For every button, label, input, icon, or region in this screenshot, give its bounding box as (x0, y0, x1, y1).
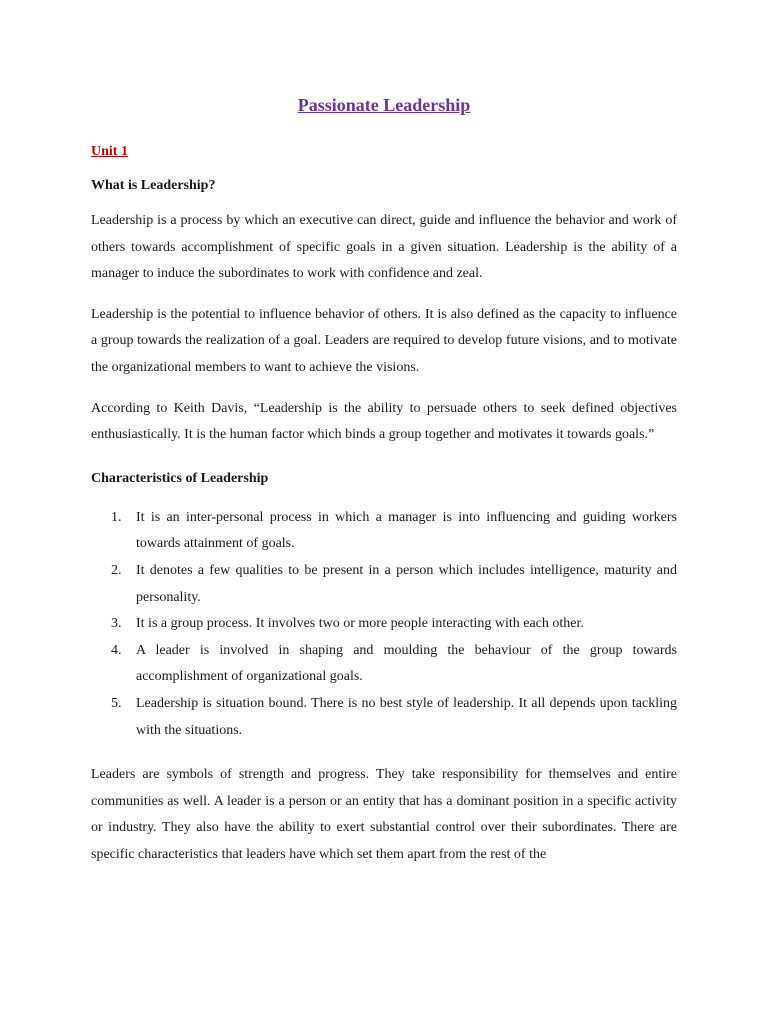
list-item-text: It denotes a few qualities to be present in a person which includes intelligence, maturity and personality. (136, 562, 677, 605)
list-item (91, 611, 677, 638)
paragraph: According to Keith Davis, “Leadership is the ability to persuade others to seek defined objectives enthusiastically. It is the human factor which binds a group together and motivates it towards goals.” (91, 400, 677, 443)
list-item (91, 638, 677, 691)
list-item (91, 691, 677, 744)
document-title: Passionate Leadership (297, 95, 471, 115)
paragraph: Leadership is the potential to influence behavior of others. It is also defined as the capacity to influence a group towards the realization of a goal. Leaders are required to develop future visions, and to motivate the organizational members to want to achieve the visions. (91, 306, 677, 375)
unit-label: Unit 1 (91, 144, 128, 159)
section-heading-characteristics: Characteristics of Leadership (91, 470, 269, 486)
section-heading-what-is-leadership: What is Leadership? (91, 178, 216, 193)
list-number: 1. (111, 509, 122, 525)
paragraph: Leadership is a process by which an executive can direct, guide and influence the behavior and work of others towards accomplishment of specific goals in a given situation. Leadership is the ability of a manager to induce the subordinates to work with confidence and zeal. (91, 213, 677, 282)
characteristics-list (91, 505, 677, 744)
closing-paragraph: Leaders are symbols of strength and progress. They take responsibility for themselves and entire communities as well. A leader is a person or an entity that has a dominant position in a specific activity or industry. They also have the ability to exert substantial control over their subordinates. There are specific characteristics that leaders have which set them apart from the rest of the (91, 767, 677, 862)
list-item-text: It is an inter-personal process in which a manager is into influencing and guiding workers towards attainment of goals. (136, 509, 677, 552)
list-number: 4. (111, 642, 122, 658)
list-item (91, 558, 677, 611)
document-page (91, 92, 677, 868)
list-item-text: A leader is involved in shaping and moulding the behaviour of the group towards accomplishment of organizational goals. (136, 642, 677, 685)
list-item-text: It is a group process. It involves two or more people interacting with each other. (136, 616, 584, 632)
list-number: 2. (111, 562, 122, 578)
list-number: 5. (111, 695, 122, 711)
list-item (91, 505, 677, 558)
list-number: 3. (111, 616, 122, 632)
list-item-text: Leadership is situation bound. There is no best style of leadership. It all depends upon tackling with the situations. (136, 695, 677, 738)
